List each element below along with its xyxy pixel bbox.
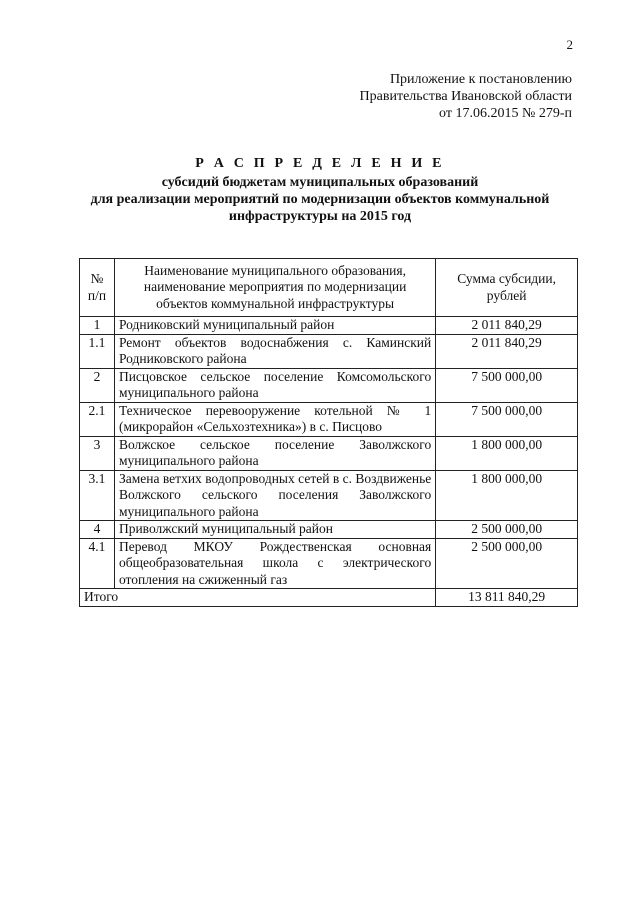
row-name: Техническое перевооружение котельной № 1 (микрорайон «Сельхозтехника») в с. Писцово: [114, 402, 435, 436]
row-sum: 1 800 000,00: [436, 470, 578, 521]
header-name: Наименование муниципального образования, наименование мероприятия по модернизации объектов коммунальной инфраструктуры: [114, 259, 435, 317]
row-name: Родниковский муниципальный район: [114, 317, 435, 335]
row-number: 1: [80, 317, 115, 335]
total-sum: 13 811 840,29: [436, 589, 578, 607]
appendix-reference: [360, 71, 572, 122]
table-row: [80, 436, 578, 470]
appendix-line: Правительства Ивановской области: [359, 89, 572, 104]
row-number: 3.1: [80, 470, 115, 521]
table-row: [80, 521, 578, 539]
row-name: Писцовское сельское поселение Комсомольского муниципального района: [114, 368, 435, 402]
table-row: [80, 402, 578, 436]
document-heading: [60, 155, 580, 225]
row-sum: 2 011 840,29: [436, 334, 578, 368]
header-sum: [436, 259, 578, 317]
document-title: Р А С П Р Е Д Е Л Е Н И Е: [195, 156, 445, 171]
row-number: 4.1: [80, 538, 115, 589]
page-number: 2: [566, 37, 573, 52]
table-row: [80, 538, 578, 589]
header-number: [80, 259, 115, 317]
heading-line: для реализации мероприятий по модернизации объектов коммунальной: [90, 192, 550, 207]
table-row: [80, 368, 578, 402]
row-number: 4: [80, 521, 115, 539]
table-row: [80, 470, 578, 521]
row-sum: 2 500 000,00: [436, 538, 578, 589]
row-sum: 1 800 000,00: [436, 436, 578, 470]
row-number: 1.1: [80, 334, 115, 368]
appendix-line: Приложение к постановлению: [389, 72, 572, 87]
appendix-line: от 17.06.2015 № 279-п: [439, 106, 572, 121]
row-sum: 2 011 840,29: [436, 317, 578, 335]
row-name: Приволжский муниципальный район: [114, 521, 435, 539]
table-row: [80, 334, 578, 368]
row-name: Ремонт объектов водоснабжения с. Каминский Родниковского района: [114, 334, 435, 368]
row-sum: 7 500 000,00: [436, 402, 578, 436]
header-sum-line: рублей: [486, 287, 527, 303]
row-number: 2.1: [80, 402, 115, 436]
heading-line: субсидий бюджетам муниципальных образований: [161, 175, 479, 190]
header-sum-line: Сумма субсидии,: [457, 271, 556, 286]
row-sum: 2 500 000,00: [436, 521, 578, 539]
row-name: Перевод МКОУ Рождественская основная общеобразовательная школа с электрического отопления на сжиженный газ: [114, 538, 435, 589]
row-name: Волжское сельское поселение Заволжского муниципального района: [114, 436, 435, 470]
row-number: 3: [80, 436, 115, 470]
total-label: Итого: [80, 589, 436, 607]
heading-line: инфраструктуры на 2015 год: [228, 209, 412, 224]
subsidy-table: [79, 258, 578, 607]
table-header-row: [80, 259, 578, 317]
row-name: Замена ветхих водопроводных сетей в с. Воздвиженье Волжского сельского поселения Заволжского муниципального района: [114, 470, 435, 521]
table-row: [80, 317, 578, 335]
row-number: 2: [80, 368, 115, 402]
header-number-line: №: [90, 271, 104, 286]
total-row: [80, 589, 578, 607]
row-sum: 7 500 000,00: [436, 368, 578, 402]
header-number-line: п/п: [87, 287, 107, 303]
